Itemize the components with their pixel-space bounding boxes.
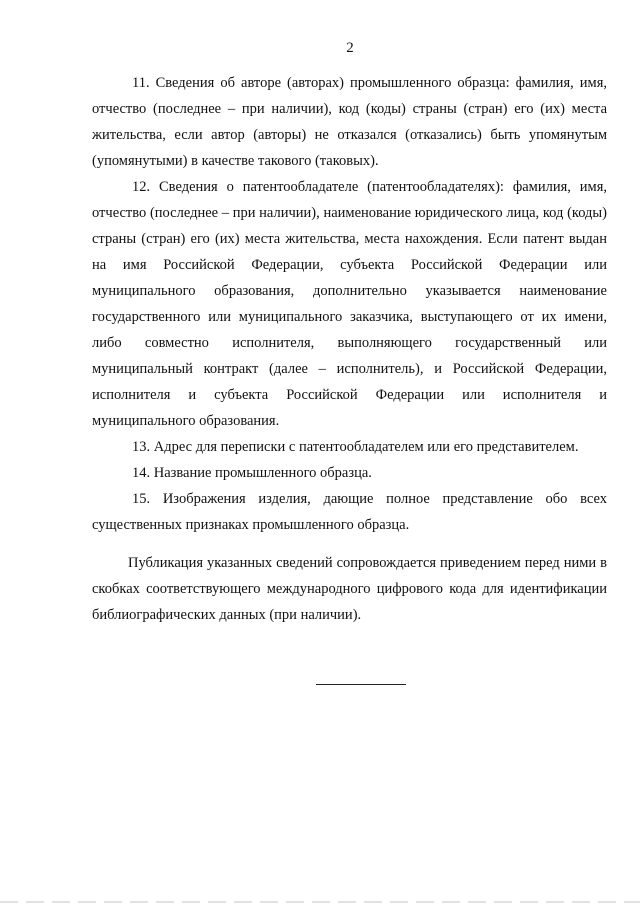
- item-13-paragraph: 13. Адрес для переписки с патентообладателем или его представителем.: [132, 439, 579, 455]
- item-12-paragraph: 12. Сведения о патентообладателе (патентообладателях): фамилия, имя, отчество (последнее – при наличии), наименование юридического лица, код (коды) страны (стран) его (их) места жительства, места нахождения. Если патент выдан на имя Российской Федерации, субъекта Российской Федерации или муниципального образования, дополнительно указывается наименование государственного или муниципального заказчика, выступающего от их имени, либо совместно исполнителя, выполняющего государственный или муниципальный контракт (далее – исполнитель), и Российской Федерации, исполнителя и субъекта Российской Федерации или исполнителя и муниципального образования.: [92, 179, 607, 429]
- item-11-paragraph: 11. Сведения об авторе (авторах) промышленного образца: фамилия, имя, отчество (последнее – при наличии), код (коды) страны (стран) его (их) места жительства, если автор (авторы) не отказался (отказались) быть упомянутым (упомянутыми) в качестве такового (таковых).: [92, 75, 607, 169]
- closing-rule: [316, 684, 406, 685]
- scan-edge-artifact: [0, 901, 640, 903]
- item-15-paragraph: 15. Изображения изделия, дающие полное представление обо всех существенных признаках промышленного образца.: [92, 491, 607, 533]
- document-body: [92, 70, 607, 628]
- publication-paragraph: Публикация указанных сведений сопровождается приведением перед ними в скобках соответствующего международного цифрового кода для идентификации библиографических данных (при наличии).: [92, 555, 607, 623]
- page-number: 2: [346, 40, 354, 56]
- item-14-paragraph: 14. Название промышленного образца.: [132, 465, 372, 481]
